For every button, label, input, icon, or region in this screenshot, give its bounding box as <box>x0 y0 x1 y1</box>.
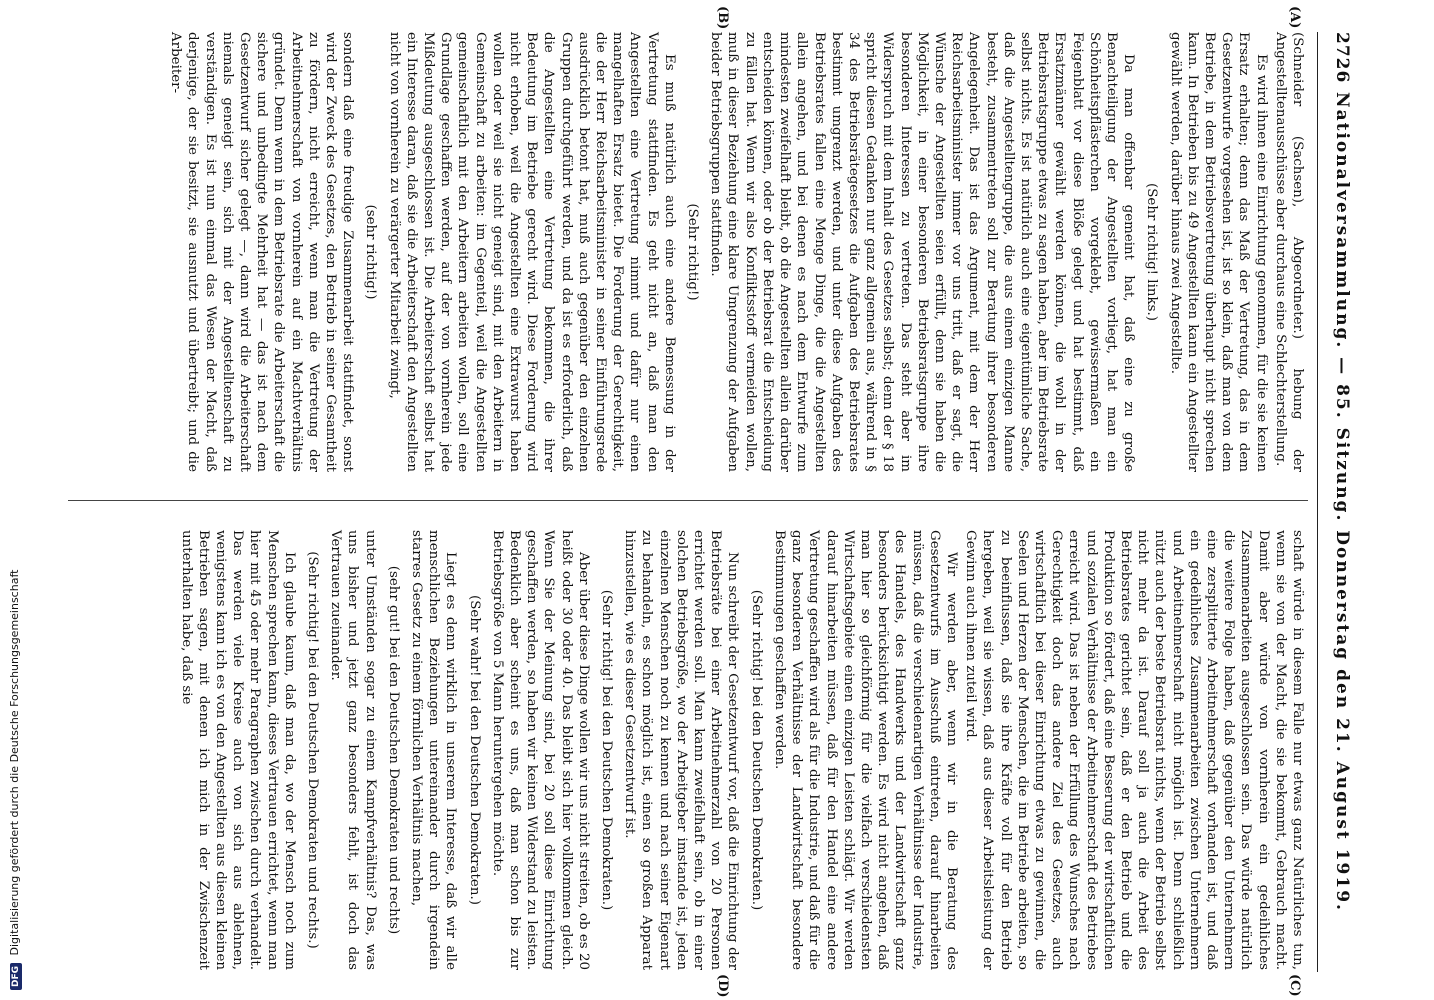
running-title: Nationalversammlung. — 85. Sitzung. Donnerstag den 21. August 1919. <box>1332 92 1352 912</box>
interjection: (Sehr richtig! bei den Deutschen Demokraten.) <box>748 589 764 911</box>
right-column <box>175 530 1306 970</box>
page-header <box>1316 32 1362 972</box>
paragraph: sondern daß eine freudige Zusammenarbeit stattfindet, sonst wird der Zweck des Gesetzes, den Betrieb in seiner Gesamtheit zu fördern, nicht erreicht, wenn man die Vertretung der Arbeitnehmerschaft von vornherein auf ein Machtverhältnis gründet. Denn wenn in dem Betriebsrate die Arbeiterschaft die sichere und unbedingte Mehrheit hat — das ist nach dem Gesetzentwurf sicher gelegt —, dann wird die Arbeiterschaft niemals geneigt sein, sich mit der Angestelltenschaft zu verständigen. Es ist nun einmal das Wesen der Macht, daß derjenige, der sie besitzt, sie ausnutzt und übertreibt; und die Arbeiter- <box>168 32 356 472</box>
interjection: (Sehr richtig! bei den Deutschen Demokraten.) <box>599 589 615 911</box>
interjection: (sehr richtig!) <box>363 204 379 300</box>
paragraph: Liegt es denn wirklich in unserem Interesse, daß wir alle menschlichen Beziehungen untereinander durch irgendein starres Gesetz zu einem förmlichen Verhältnis machen, <box>409 530 459 970</box>
interjection: (Sehr wahr! bei den Deutschen Demokraten.) <box>466 595 482 905</box>
interjection: (Sehr richtig! links.) <box>1144 183 1160 321</box>
paragraph: Es wird ihnen eine Einrichtung genommen, für die sie keinen Ersatz erhalten; denn das Maß der Vertretung, das in dem Gesetzentwurfe vorgesehen ist, ist so klein, daß man von dem Betriebe, in dem Betriebsvertretung überhaupt nicht sprechen kann. In Betrieben bis zu 49 Angestellten kann ein Angestellter gewählt werden, darüber hinaus zwei Angestellte. <box>1167 32 1269 472</box>
interjection: (Sehr richtig! bei den Deutschen Demokraten und rechts.) <box>305 551 321 949</box>
credit-text: Digitalisierung gefördert durch die Deutsche Forschungsgemeinschaft <box>8 569 21 956</box>
column-divider <box>68 500 1308 501</box>
paragraph: Wir werden aber, wenn wir in die Beratung des Gesetzentwurfs im Ausschuß eintreten, darauf hinarbeiten müssen, daß die verschiedenartigen Verhältnisse der Industrie, des Handels, des Handwerks und der Landwirtschaft ganz besonders berücksichtigt werden. Es wird nicht angehen, daß man hier so gleichförmig für die vielfach verschiedensten Wirtschaftsgebiete einen einzigen Leisten schlägt. Wir werden darauf hinarbeiten müssen, daß für den Handel eine andere Vertretung geschaffen wird als für die Industrie, und daß für die ganz besonderen Verhältnisse der Landwirtschaft besondere Bestimmungen geschaffen werden. <box>771 530 959 970</box>
paragraph: schaft würde in diesem Falle nur etwas ganz Natürliches tun, wenn sie von der Macht, die sie bekommt, Gebrauch macht. Damit aber würde von vornherein ein gedeihliches Zusammenarbeiten ausgeschlossen sein. Das würde natürlich die weitere Folge haben, daß gegenüber den Unternehmern eine zersplitterte Arbeitnehmerschaft vorhanden ist, und daß ein gedeihliches Zusammenarbeiten zwischen Unternehmern und Arbeitnehmerschaft nicht möglich ist. Denn schließlich nützt auch der beste Betriebsrat nichts, wenn der Betrieb selbst nicht mehr da ist. Darauf soll ja auch die Arbeit des Betriebsrates gerichtet sein, daß er den Betrieb und die Produktion so fördert, daß eine Besserung der wirtschaftlichen und sozialen Verhältnisse der Arbeitnehmerschaft des Betriebes erreicht wird. Das ist neben der Erfüllung des Wunsches nach Gerechtigkeit doch das andere Ziel des Gesetzes, auch wirtschaftlich bei dieser Einrichtung etwas zu gewinnen, die Seelen und Herzen der Menschen, die im Betriebe arbeiten, so zu beeinflussen, daß sie ihre Kräfte voll für den Betrieb hergeben, weil sie wissen, daß aus dieser Arbeitsleistung der Gewinn auch ihnen zuteil wird. <box>963 530 1305 970</box>
margin-mark-c: (C) <box>1287 974 1302 997</box>
paragraph: Es muß natürlich auch eine andere Bemessung in der Vertretung stattfinden. Es geht nicht an, daß man den Angestellten eine Vertretung nimmt und dafür nur einen mangelhaften Ersatz bietet. Die Forderung der Gerechtigkeit, die der Herr Reichsarbeitsminister in seiner Einführungsrede ausdrücklich betont hat, muß auch gegenüber den einzelnen Gruppen durchgeführt werden, und da ist es erforderlich, daß die Angestellten eine Vertretung bekommen, die ihrer Bedeutung im Betriebe gerecht wird. Diese Forderung wird nicht erhoben, weil die Angestellten eine Extrawurst haben wollen oder weil sie nicht geneigt sind, mit den Arbeitern in Gemeinschaft zu arbeiten: im Gegenteil, weil die Angestellten gemeinschaftlich mit den Arbeitern arbeiten wollen, soll eine Grundlage geschaffen werden, auf der von vornherein jede Mißdeutung ausgeschlossen ist. Die Arbeiterschaft selbst hat ein Interesse daran, daß sie die Arbeiterschaft den Angestellten nicht von vornherein zu verärgerter Mitarbeit zwingt, <box>386 32 677 472</box>
margin-mark-b: (B) <box>715 6 730 30</box>
header-rule <box>1317 32 1318 972</box>
left-column <box>165 32 1306 472</box>
dfg-logo: DFG <box>10 963 22 990</box>
paragraph: Nun schreibt der Gesetzentwurf vor, daß die Einrichtung der Betriebsräte bei einer Arbeitnehmerzahl von 20 Personen errichtet werden soll. Man kann zweifelhaft sein, ob in einer solchen Betriebsgröße, wo der Arbeitgeber imstande ist, jeden einzelnen Menschen noch zu kennen und nach seiner Eigenart zu behandeln, es schon möglich ist, einen so großen Apparat hinzustellen, wie es dieser Gesetzentwurf ist. <box>622 530 741 970</box>
rotated-page <box>10 0 1370 1000</box>
interjection: (Sehr richtig!) <box>685 203 701 301</box>
margin-mark-a: (A) <box>1287 6 1302 29</box>
paragraph: Da man offenbar gemeint hat, daß eine zu große Benachteiligung der Angestellten vorliegt, hat man ein Schönheitspflästerchen vorgeklebt, gewissermaßen ein Feigenblatt vor diese Blöße gelegt und hat bestimmt, daß Ersatzmänner gewählt werden können, die wohl in der Betriebsratsgruppe etwas zu sagen haben, aber im Betriebsrate selbst nichts. Es ist natürlich auch eine eigentümliche Sache, daß die Angestelltengruppe, die aus einem einzigen Manne besteht, zusammentreten soll zur Beratung ihrer besonderen Angelegenheit. Das ist das Argument, mit dem der Herr Reichsarbeitsminister immer vor uns tritt, daß er sagt, die Wünsche der Angestellten seien erfüllt, denn sie haben die Möglichkeit, in einer besonderen Betriebsratsgruppe ihre besonderen Interessen zu vertreten. Das steht aber im Widerspruch mit dem Inhalt des Gesetzes selbst; denn der § 18 spricht diesen Gedanken nur ganz allgemein aus, während in § 34 des Betriebsrätegesetzes die Aufgaben des Betriebsrates bestimmt umgrenzt werden, und unter diese Aufgaben des Betriebsrates fallen eine Menge Dinge, die die Angestellten allein angehen, und bei denen es nach dem Entwurfe zum mindesten zweifelhaft bleibt, ob die Angestellten allein darüber entscheiden können, oder ob der Betriebsrat die Entscheidung zu fällen hat. Wenn wir also Konfliktsstoff vermeiden wollen, muß in dieser Beziehung eine klare Umgrenzung der Aufgaben beider Betriebsgruppen stattfinden. <box>708 32 1137 472</box>
paragraph: Ich glaube kaum, daß man da, wo der Mensch noch zum Menschen sprechen kann, dieses Vertrauen errichtet, wenn man hier mit 45 oder mehr Paragraphen zwischen durch verhandelt. Das werden viele Kreise auch von sich aus ablehnen, wenigstens kann ich es von den Angestellten aus diesen kleinen Betrieben sagen, mit denen ich mich in der Zwischenzeit unterhalten habe, daß sie <box>178 530 297 970</box>
interjection: (sehr gut! bei den Deutschen Demokraten und rechts) <box>385 565 401 935</box>
paragraph: (Schneider (Sachsen), Abgeordneter.) hebung der Angestelltenausschüsse aber durchaus eine Schlechterstellung. <box>1272 32 1305 472</box>
paragraph: unter Umständen sogar zu einem Kampfverhältnis? Das, was uns bisher und jetzt ganz besonders fehlt, ist doch das Vertrauen zueinander. <box>328 530 378 970</box>
page-number: 2726 <box>1332 32 1352 84</box>
margin-mark-d: (D) <box>715 974 730 998</box>
paragraph: Aber über diese Dinge wollen wir uns nicht streiten, ob es 20 heißt oder 30 oder 40. Das bleibt sich hier vollkommen gleich. Wenn Sie der Meinung sind, bei 20 soll diese Einrichtung geschaffen werden, so haben wir keinen Widerstand zu leisten. Bedenklich aber scheint es uns, daß man schon bis zur Betriebsgröße von 5 Mann heruntergehen möchte. <box>489 530 591 970</box>
